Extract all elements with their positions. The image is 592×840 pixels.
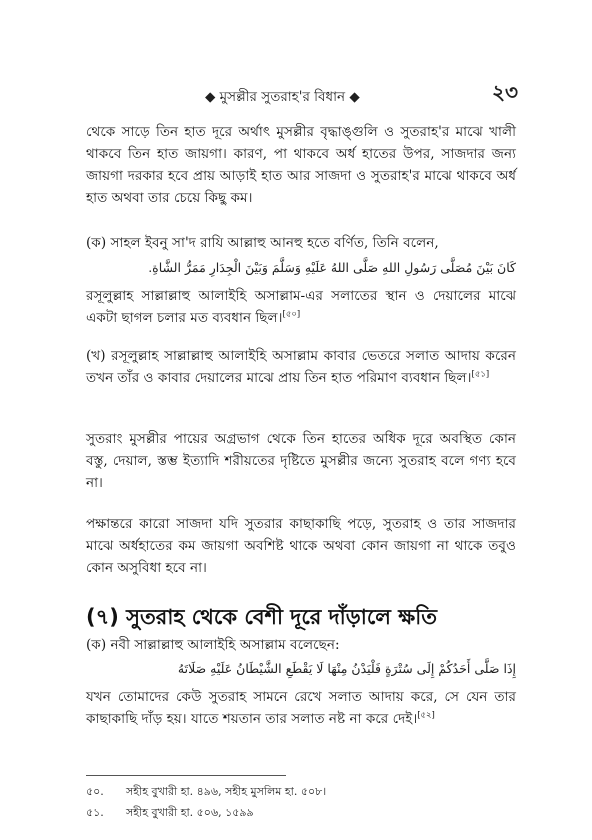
- footnote-51: [86, 805, 516, 821]
- footnote-ref-52: [৫২]: [417, 710, 435, 721]
- section-heading: (৭) সুতরাহ থেকে বেশী দূরে দাঁড়ালে ক্ষতি: [86, 605, 437, 629]
- hadith-b-text: (খ) রসূলুল্লাহ সাল্লাল্লাহু আলাইহি অসাল্লাম কাবার ভেতরে সলাত আদায় করেন তখন তাঁর ও কাবার দেয়ালের মাঝে প্রায় তিন হাত পরিমাণ ব্যবধান ছিল।: [86, 348, 516, 386]
- paragraph-exception: পক্ষান্তরে কারো সাজদা যদি সুতরার কাছাকাছি পড়ে, সুতরাহ ও তার সাজদার মাঝে অর্ধহাতের কম জায়গা অবশিষ্ট থাকে অথবা কোন জায়গা না থাকে তবুও কোন অসুবিধা হবে না।: [86, 516, 516, 576]
- footnote-number: ৫১.: [86, 806, 104, 819]
- hadith-c-translation: [86, 686, 516, 730]
- arabic-hadith-text: كَانَ بَيْنَ مُصَلَّى رَسُولِ اللهِ صَلَّى اللهُ عَلَيْهِ وَسَلَّمَ وَبَيْنَ الْجِدَارِ مَمَرُّ الشَّاةِ.: [148, 260, 516, 275]
- hadith-b: [86, 345, 516, 389]
- arabic-hadith-text-2: إِذَا صَلَّى أَحَدُكُمْ إِلَى سُتْرَةٍ فَلْيَدْنُ مِنْهَا لَا يَقْطَعِ الشَّيْطَانُ عَلَيْهِ صَلَاتَهُ: [177, 661, 516, 676]
- paragraph-spacing-explanation: থেকে সাড়ে তিন হাত দূরে অর্থাৎ মুসল্লীর বৃদ্ধাঙ্গুলি ও সুতরাহ'র মাঝে খালী থাকবে তিন হাত জায়গা। কারণ, পা থাকবে অর্ধ হাতের উপর, সাজদার জন্য জায়গা দরকার হবে প্রায় আড়াই হাত আর সাজদা ও সুতরাহ'র মাঝে থাকবে অর্ধ হাত অথবা তার চেয়ে কিছু কম।: [86, 124, 516, 206]
- hadith-a-translation-text: রসূলুল্লাহ সাল্লাল্লাহু আলাইহি অসাল্লাম-এর সলাতের স্থান ও দেয়ালের মাঝে একটা ছাগল চলার মত ব্যবধান ছিল।: [86, 288, 516, 326]
- footnote-text: সহীহ বুখারী হা. ৫০৬, ১৫৯৯: [126, 806, 254, 819]
- footnote-text: সহীহ বুখারী হা. ৪৯৬, সহীহ মুসলিম হা. ৫০৮।: [126, 785, 327, 798]
- footnote-50: [86, 784, 516, 800]
- footnote-ref-51: [৫১]: [471, 369, 490, 380]
- running-head: ◆ মুসল্লীর সুতরাহ'র বিধান ◆: [205, 89, 360, 105]
- page-number: ২৩: [491, 80, 518, 104]
- hadith-c-translation-text: যখন তোমাদের কেউ সুতরাহ সামনে রেখে সলাত আদায় করে, সে যেন তার কাছাকাছি দাঁড় হয়। যাতে শয়তান তার সলাত নষ্ট না করে দেই।: [86, 689, 516, 727]
- footnote-divider: [86, 775, 286, 776]
- footnote-number: ৫০.: [86, 785, 104, 798]
- footnote-ref-50: [৫০]: [282, 309, 301, 320]
- hadith-a-intro: (ক) সাহল ইবনু সা'দ রাযি আল্লাহু আনহু হতে বর্ণিত, তিনি বলেন,: [86, 235, 439, 251]
- hadith-c-intro: (ক) নবী সাল্লাল্লাহু আলাইহি অসাল্লাম বলেছেন:: [86, 637, 340, 653]
- hadith-a-translation: [86, 285, 516, 329]
- paragraph-ruling: সুতরাং মুসল্লীর পায়ের অগ্রভাগ থেকে তিন হাতের অধিক দূরে অবস্থিত কোন বস্তু, দেয়াল, স্তম্ভ ইত্যাদি শরীয়তের দৃষ্টিতে মুসল্লীর জন্যে সুতরাহ বলে গণ্য হবে না।: [86, 431, 516, 491]
